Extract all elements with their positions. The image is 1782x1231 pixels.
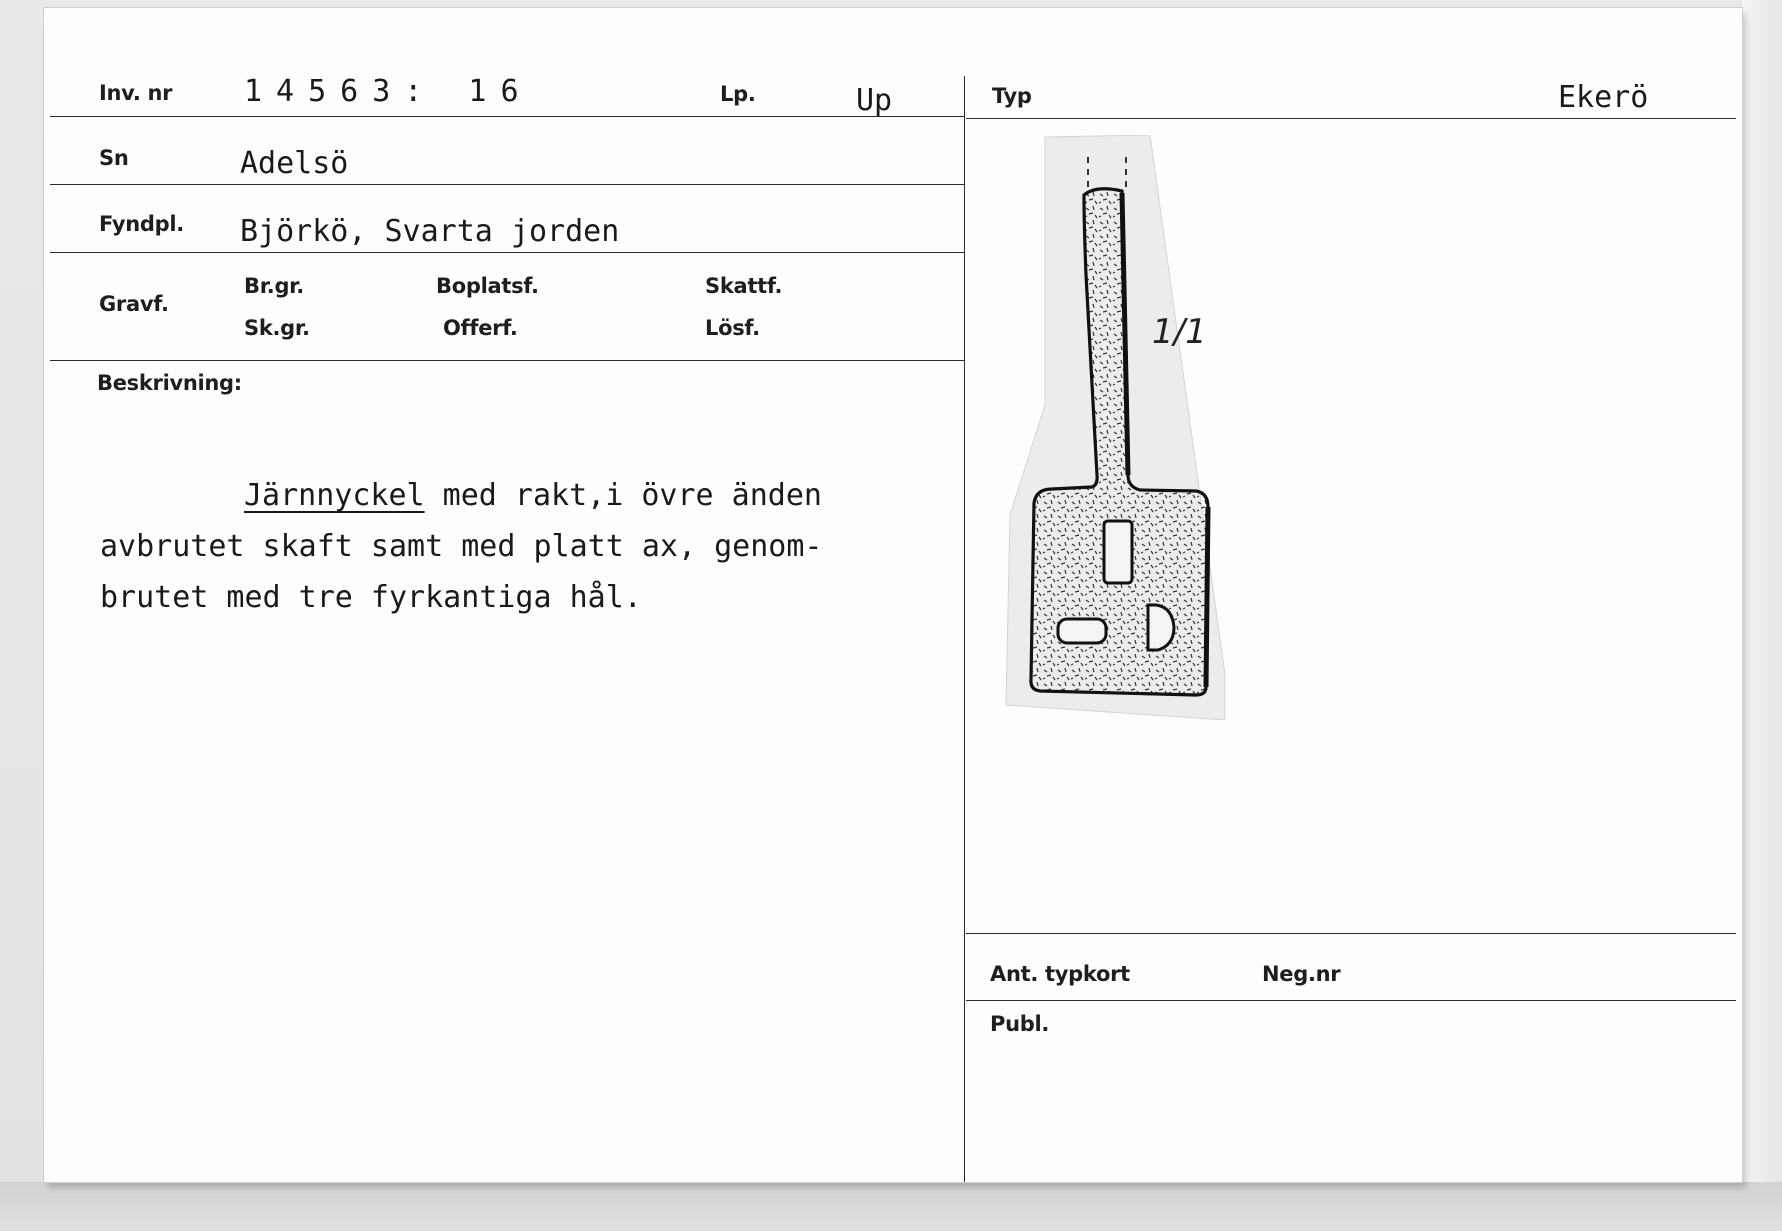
rule-ant-typkort-top — [966, 933, 1736, 934]
key-hole-upper — [1104, 521, 1132, 583]
fyndpl-label: Fyndpl. — [99, 212, 184, 236]
description-text — [100, 470, 940, 623]
publ-label: Publ. — [990, 1012, 1050, 1036]
rule-fyndpl — [50, 252, 964, 253]
column-divider — [964, 76, 965, 1182]
key-hole-lower-right — [1148, 605, 1174, 650]
ant-typkort-label: Ant. typkort — [990, 962, 1130, 986]
rule-sn — [50, 184, 964, 185]
skgr-label: Sk.gr. — [244, 316, 310, 340]
sn-value: Adelsö — [240, 146, 349, 181]
offerf-label: Offerf. — [443, 316, 518, 340]
scale-note: 1/1 — [1152, 312, 1207, 352]
gravf-label: Gravf. — [99, 292, 169, 316]
fyndpl-value: Björkö, Svarta jorden — [240, 214, 620, 249]
rule-typ — [966, 118, 1736, 119]
negnr-label: Neg.nr — [1262, 962, 1341, 986]
beskrivning-label: Beskrivning: — [97, 371, 242, 395]
description-line-3: brutet med tre fyrkantiga hål. — [100, 580, 642, 615]
description-line-1: med rakt,i övre änden — [424, 478, 822, 513]
rule-publ-top — [966, 1000, 1736, 1001]
boplatsf-label: Boplatsf. — [436, 274, 539, 298]
inv-nr-label: Inv. nr — [99, 81, 173, 105]
lp-value: Up — [856, 83, 893, 118]
inv-nr-value: 14563: 16 — [244, 74, 533, 109]
description-line-2: avbrutet skaft samt med platt ax, genom- — [100, 529, 823, 564]
description-keyword: Järnnyckel — [244, 478, 425, 513]
iron-key-drawing — [1000, 135, 1240, 720]
rule-inv — [50, 116, 964, 117]
key-hole-lower-left — [1058, 619, 1106, 643]
losf-label: Lösf. — [705, 316, 760, 340]
typ-value: Ekerö — [1558, 80, 1649, 115]
typ-label: Typ — [992, 84, 1032, 108]
scan-edge-bottom — [0, 1182, 1782, 1231]
scan-edge-right — [1742, 0, 1782, 1231]
rule-gravf — [50, 360, 964, 361]
sn-label: Sn — [99, 146, 129, 170]
lp-label: Lp. — [720, 82, 756, 106]
brgr-label: Br.gr. — [244, 274, 304, 298]
skattf-label: Skattf. — [705, 274, 783, 298]
